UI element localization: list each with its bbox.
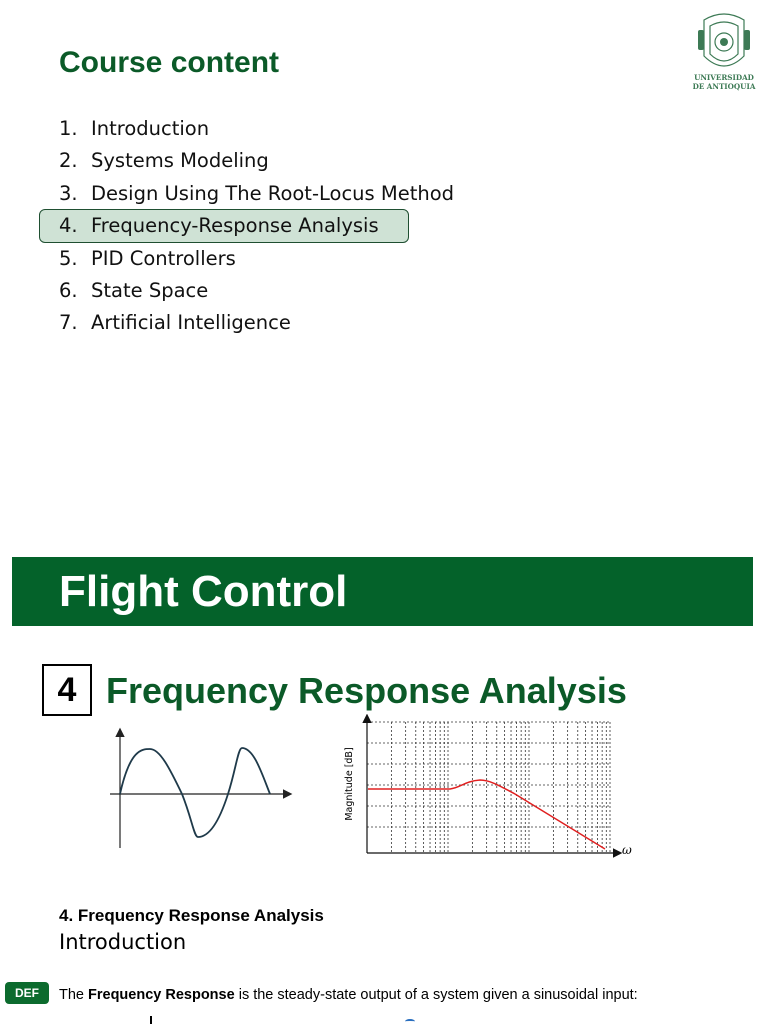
sine-wave-figure — [104, 724, 300, 852]
course-content-list — [59, 114, 454, 341]
course-item-label: State Space — [91, 278, 209, 302]
course-item-frequency-response-active[interactable] — [59, 211, 454, 243]
bode-magnitude-plot — [340, 714, 640, 864]
logo-text-line2: DE ANTIOQUIA — [692, 82, 756, 91]
course-content-title: Course content — [59, 46, 280, 79]
subsection-heading: 4. Frequency Response Analysis — [59, 906, 324, 925]
course-item-label: Design Using The Root-Locus Method — [91, 181, 455, 205]
course-item-label: Frequency-Response Analysis — [91, 214, 379, 238]
course-item-number: 4. — [59, 214, 78, 238]
bode-y-label: Magnitude [dB] — [344, 747, 355, 821]
section-number-box: 4 — [42, 664, 92, 716]
course-item-artificial-intelligence[interactable] — [59, 308, 454, 340]
definition-text — [59, 985, 638, 1005]
next-figure-curve-peek — [405, 1019, 415, 1024]
course-item-pid-controllers[interactable] — [59, 244, 454, 276]
sine-curve — [120, 748, 270, 837]
subsection-title: Introduction — [59, 930, 187, 954]
course-item-number: 5. — [59, 246, 78, 270]
course-item-number: 2. — [59, 149, 78, 173]
course-item-number: 6. — [59, 278, 78, 302]
definition-text-pre: The — [59, 987, 89, 1003]
course-item-introduction[interactable] — [59, 114, 454, 146]
definition-term: Frequency Response — [88, 987, 235, 1003]
course-item-number: 3. — [59, 181, 78, 205]
course-item-label: Systems Modeling — [91, 149, 269, 173]
course-item-root-locus[interactable] — [59, 179, 454, 211]
banner-title: Flight Control — [59, 567, 348, 616]
section-title: Frequency Response Analysis — [106, 670, 627, 711]
course-item-label: Introduction — [91, 117, 210, 140]
course-item-systems-modeling[interactable] — [59, 146, 454, 178]
logo-text-line1: UNIVERSIDAD — [694, 73, 754, 82]
course-item-label: Artificial Intelligence — [91, 311, 291, 335]
course-item-state-space[interactable] — [59, 276, 454, 308]
definition-badge: DEF — [5, 982, 49, 1004]
definition-text-post: is the steady-state output of a system given a sinusoidal input: — [234, 987, 638, 1003]
course-item-number: 1. — [59, 117, 78, 140]
bode-x-label: ω — [622, 843, 632, 857]
course-item-label: PID Controllers — [91, 246, 236, 270]
course-item-number: 7. — [59, 311, 78, 335]
next-figure-axis-peek — [150, 1016, 152, 1024]
university-logo — [690, 10, 758, 100]
